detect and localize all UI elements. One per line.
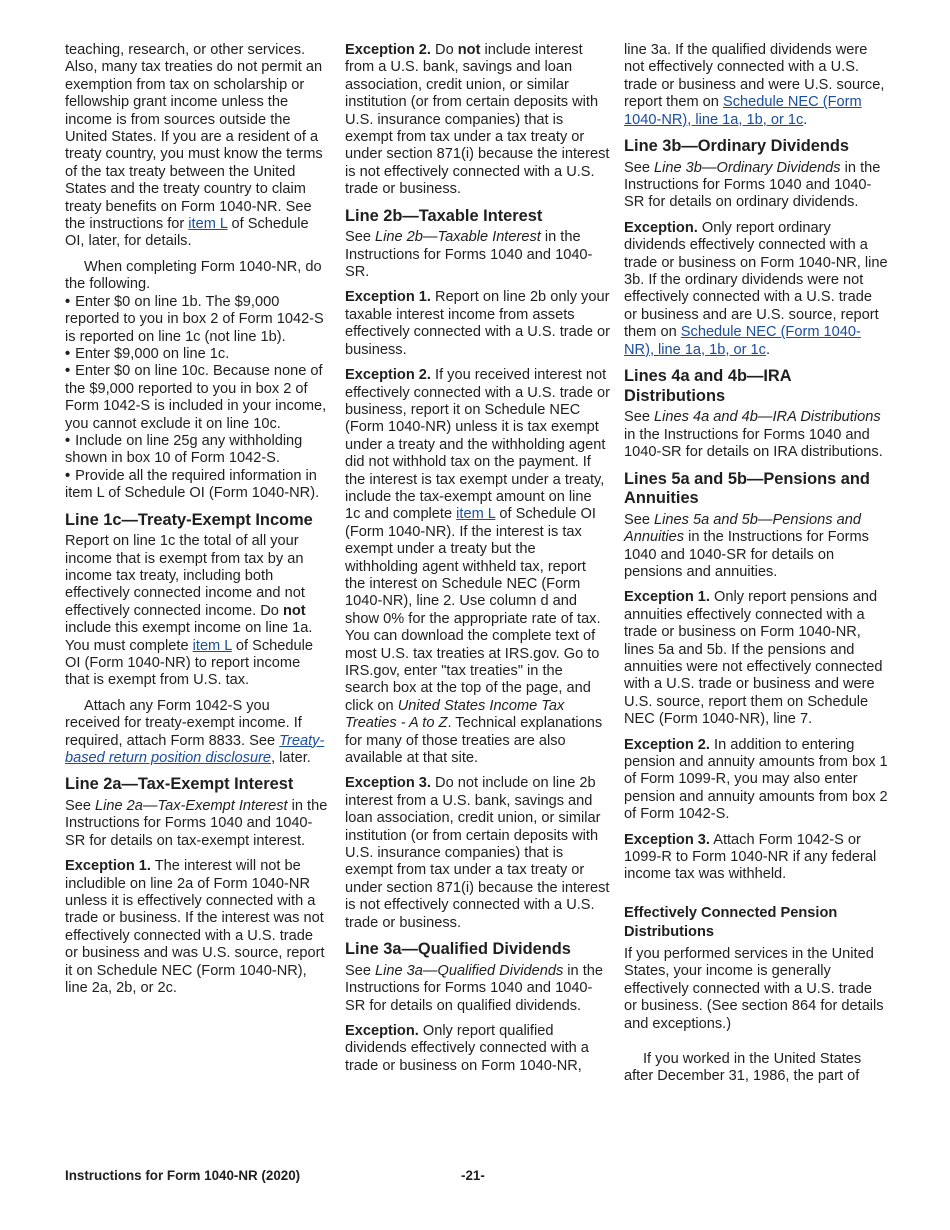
bullet-icon: • — [65, 293, 71, 310]
paragraph-line-3a-continued: line 3a. If the qualified dividends were not effectively connected with a U.S. trade or business and were U.S. source, report them on Schedule NEC (Form 1040-NR), line 1a, 1b, or 1c. — [624, 42, 885, 128]
paragraph-line-3a: See Line 3a—Qualified Dividends in the Instructions for Forms 1040 and 1040-SR for details on qualified dividends. — [345, 962, 604, 1014]
schedule-nec-link[interactable]: Schedule NEC (Form 1040-NR), line 1a, 1b, or 1c — [624, 94, 862, 128]
paragraph-line-2a: See Line 2a—Tax-Exempt Interest in the Instructions for Forms 1040 and 1040-SR for details on tax-exempt interest. — [65, 798, 328, 849]
column-left — [65, 42, 328, 1006]
item-l-link[interactable]: item L — [188, 216, 228, 233]
list-item: • Provide all the required information in item L of Schedule OI (Form 1040-NR). — [65, 467, 320, 502]
treaty-disclosure-link[interactable]: Treaty-based return position disclosure — [65, 732, 325, 767]
paragraph-when-completing: When completing Form 1040-NR, do the following. — [65, 258, 322, 293]
paragraph-line-3b: See Line 3b—Ordinary Dividends in the Instructions for Forms 1040 and 1040-SR for details on ordinary dividends. — [624, 159, 881, 211]
bullet-icon: • — [65, 432, 71, 449]
column-middle — [345, 42, 610, 1083]
list-item: • Enter $0 on line 10c. Because none of the $9,000 reported to you in box 2 of Form 1042-S is included in your income, you cannot exclude it on line 10c. — [65, 363, 327, 432]
column-right — [624, 42, 888, 1094]
paragraph-lines-4a-4b: See Lines 4a and 4b—IRA Distributions in the Instructions for Forms 1040 and 1040-SR for details on IRA distributions. — [624, 409, 883, 461]
paragraph-effectively-connected-pension: If you performed services in the United States, your income is generally effectively connected with a U.S. trade or business. (See section 864 for details and exceptions.) — [624, 946, 884, 1032]
heading-line-2a: Line 2a—Tax-Exempt Interest — [65, 775, 294, 794]
bullet-icon: • — [65, 363, 71, 380]
paragraph-line-2a-exception-2: Exception 2. Do not include interest from a U.S. bank, savings and loan association, credit union, or similar institution (or from certain deposits with U.S. insurance companies) that is exempt from tax under a tax treaty or under section 871(i) because the interest is not effectively connected with a U.S. trade or business. — [345, 42, 610, 198]
paragraph-worked-in-us: If you worked in the United States after December 31, 1986, the part of — [624, 1051, 862, 1085]
paragraph-lines-5-exception-1: Exception 1. Only report pensions and annuities effectively connected with a trade or business on Form 1040-NR, lines 5a and 5b. If the pensions and annuities were not effectively connected with a U.S. trade or business and were U.S. source, report them on Schedule NEC (Form 1040-NR), line 7. — [624, 589, 883, 728]
paragraph-lines-5-exception-3: Exception 3. Attach Form 1042-S or 1099-R to Form 1040-NR if any federal income tax was withheld. — [624, 831, 877, 883]
item-l-link[interactable]: item L — [192, 637, 232, 654]
footer-form-title: Instructions for Form 1040-NR (2020) — [65, 1168, 301, 1183]
paragraph-line-3a-exception: Exception. Only report qualified dividends effectively connected with a trade or business on Form 1040-NR, — [345, 1022, 589, 1074]
paragraph-line-2b-exception-1: Exception 1. Report on line 2b only your taxable interest income from assets effectively connected with a U.S. trade or business. — [345, 289, 610, 358]
paragraph-line-2a-exception-1: Exception 1. The interest will not be includible on line 2a of Form 1040-NR unless it is effectively connected with a trade or business. If the interest was not effectively connected with a U.S. trade or business and was U.S. source, report it on Schedule NEC (Form 1040-NR), line 2a, 2b, or 2c. — [65, 858, 325, 997]
paragraph-attach-1042s: Attach any Form 1042-S you received for treaty-exempt income. If required, attach Form 8833. See Treaty-based return position disclosure, later. — [65, 697, 325, 767]
list-item: • Enter $9,000 on line 1c. — [65, 345, 230, 362]
paragraph-line-1c: Report on line 1c the total of all your income that is exempt from tax by an income tax treaty, including both effectively connected income and not effectively connected income. Do not include this exempt income on line 1a. You must complete item L of Schedule OI (Form 1040-NR) to report income that is exempt from U.S. tax. — [65, 533, 313, 689]
instructions-bullet-list — [65, 294, 328, 503]
item-l-link[interactable]: item L — [456, 506, 496, 523]
paragraph-lines-5-exception-2: Exception 2. In addition to entering pension and annuity amounts from box 1 of Form 1099-R, you may also enter pension and annuity amounts from box 2 of Form 1042-S. — [624, 736, 888, 823]
list-item: • Enter $0 on line 1b. The $9,000 reported to you in box 2 of Form 1042-S is reported on line 1c (not line 1b). — [65, 293, 324, 345]
schedule-nec-link[interactable]: Schedule NEC (Form 1040-NR), line 1a, 1b, or 1c — [624, 324, 861, 358]
heading-line-3a: Line 3a—Qualified Dividends — [345, 940, 571, 959]
bullet-icon: • — [65, 467, 71, 484]
heading-line-2b: Line 2b—Taxable Interest — [345, 206, 543, 225]
heading-line-1c: Line 1c—Treaty-Exempt Income — [65, 510, 313, 529]
page-number: -21- — [461, 1168, 485, 1183]
heading-lines-4a-4b: Lines 4a and 4b—IRA Distributions — [624, 367, 791, 405]
paragraph-line-2b-exception-3: Exception 3. Do not include on line 2b interest from a U.S. bank, savings and loan association, credit union, or similar institution (or from certain deposits with U.S. insurance companies) that is exempt from tax under a tax treaty or under section 871(i) because the interest is not effectively connected with a U.S. trade or business. — [345, 775, 610, 931]
heading-line-3b: Line 3b—Ordinary Dividends — [624, 137, 849, 156]
paragraph-line-2b: See Line 2b—Taxable Interest in the Instructions for Forms 1040 and 1040-SR. — [345, 229, 593, 281]
page-footer — [65, 1168, 888, 1183]
paragraph-line-3b-exception: Exception. Only report ordinary dividends effectively connected with a trade or business on Form 1040-NR, line 3b. If the ordinary dividends were not effectively connected with a U.S. trade or business and are U.S. source, report them on Schedule NEC (Form 1040-NR), line 1a, 1b, or 1c. — [624, 219, 888, 358]
list-item: • Include on line 25g any withholding shown in box 10 of Form 1042-S. — [65, 432, 303, 467]
paragraph-scholarship-treaty: teaching, research, or other services. Also, many tax treaties do not permit an exemption from tax on scholarship or fellowship grant income unless the income is from sources outside the United States. If you are a resident of a treaty country, you must know the terms of the tax treaty between the United States and the treaty country to claim treaty benefits on Form 1040-NR. See the instructions for item L of Schedule OI, later, for details. — [65, 42, 323, 250]
bullet-icon: • — [65, 345, 71, 362]
paragraph-lines-5a-5b: See Lines 5a and 5b—Pensions and Annuities in the Instructions for Forms 1040 and 1040-SR for details on pensions and annuities. — [624, 511, 869, 580]
heading-lines-5a-5b: Lines 5a and 5b—Pensions and Annuities — [624, 469, 870, 508]
heading-effectively-connected-pension: Effectively Connected Pension Distributions — [624, 904, 838, 941]
paragraph-line-2b-exception-2: Exception 2. If you received interest not effectively connected with a U.S. trade or business, report it on Schedule NEC (Form 1040-NR) unless it is tax exempt under a treaty and the withholding agent did not withhold tax on the payment. If the interest is tax exempt under a treaty, include the tax-exempt amount on line 1c and complete item L of Schedule OI (Form 1040-NR). If the interest is tax exempt under a treaty but the withholding agent withheld tax, report the interest on Schedule NEC (Form 1040-NR), line 2. Use column d and show 0% for the appropriate rate of tax. You can download the complete text of most U.S. tax treaties at IRS.gov. Go to IRS.gov, enter "tax treaties" in the search box at the top of the page, and click on United States Income Tax Treaties - A to Z. Technical explanations for many of those treaties are also available at that site. — [345, 367, 610, 767]
